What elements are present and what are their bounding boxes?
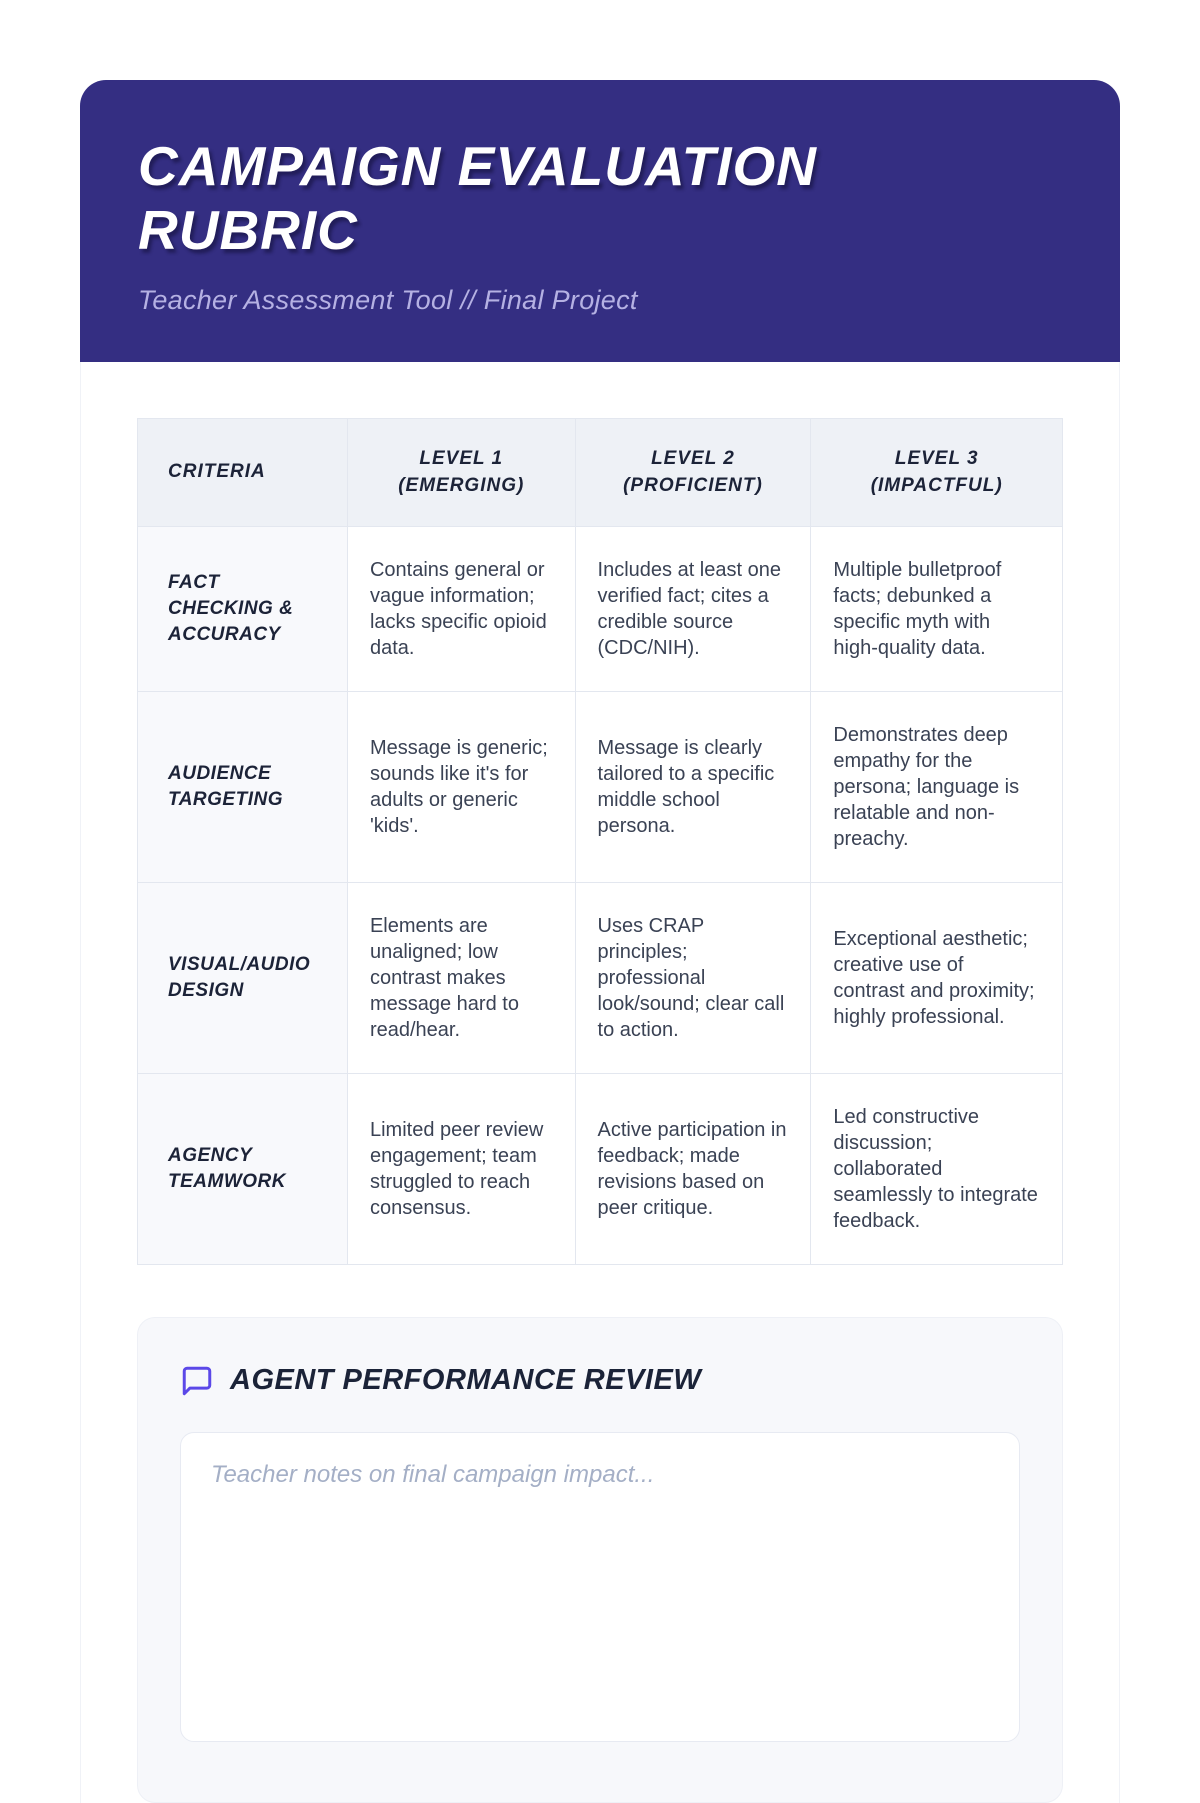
rubric-cell: Uses CRAP principles; professional look/sound; clear call to action. [575, 882, 811, 1073]
document-body [80, 362, 1120, 1803]
agent-performance-review-card [137, 1317, 1063, 1803]
criteria-label: AUDIENCE TARGETING [138, 691, 348, 882]
rubric-cell: Contains general or vague information; lacks specific opioid data. [347, 526, 575, 691]
rubric-cell: Exceptional aesthetic; creative use of contrast and proximity; highly professional. [811, 882, 1063, 1073]
rubric-cell: Active participation in feedback; made revisions based on peer critique. [575, 1073, 811, 1264]
table-row [138, 1073, 1063, 1264]
table-row [138, 526, 1063, 691]
criteria-label: AGENCY TEAMWORK [138, 1073, 348, 1264]
rubric-cell: Led constructive discussion; collaborated seamlessly to integrate feedback. [811, 1073, 1063, 1264]
teacher-notes-textarea[interactable] [180, 1432, 1020, 1742]
rubric-document [80, 80, 1120, 1803]
rubric-cell: Message is generic; sounds like it's for adults or generic 'kids'. [347, 691, 575, 882]
rubric-cell: Demonstrates deep empathy for the persona; language is relatable and non-preachy. [811, 691, 1063, 882]
column-header-level1: LEVEL 1 (EMERGING) [347, 418, 575, 526]
document-header [80, 80, 1120, 362]
speech-bubble-icon [180, 1364, 214, 1398]
criteria-label: VISUAL/AUDIO DESIGN [138, 882, 348, 1073]
table-header-row [138, 418, 1063, 526]
page-title: CAMPAIGN EVALUATION RUBRIC [138, 135, 817, 262]
criteria-label: FACT CHECKING & ACCURACY [138, 526, 348, 691]
review-heading-row [180, 1364, 1020, 1398]
rubric-cell: Includes at least one verified fact; cites a credible source (CDC/NIH). [575, 526, 811, 691]
page-subtitle: Teacher Assessment Tool // Final Project [138, 284, 638, 315]
rubric-cell: Limited peer review engagement; team struggled to reach consensus. [347, 1073, 575, 1264]
column-header-level2: LEVEL 2 (PROFICIENT) [575, 418, 811, 526]
rubric-table [137, 418, 1063, 1265]
rubric-cell: Multiple bulletproof facts; debunked a specific myth with high-quality data. [811, 526, 1063, 691]
table-row [138, 691, 1063, 882]
column-header-level3: LEVEL 3 (IMPACTFUL) [811, 418, 1063, 526]
column-header-criteria: CRITERIA [138, 418, 348, 526]
rubric-cell: Elements are unaligned; low contrast makes message hard to read/hear. [347, 882, 575, 1073]
rubric-cell: Message is clearly tailored to a specific middle school persona. [575, 691, 811, 882]
review-heading: AGENT PERFORMANCE REVIEW [230, 1364, 702, 1397]
table-row [138, 882, 1063, 1073]
